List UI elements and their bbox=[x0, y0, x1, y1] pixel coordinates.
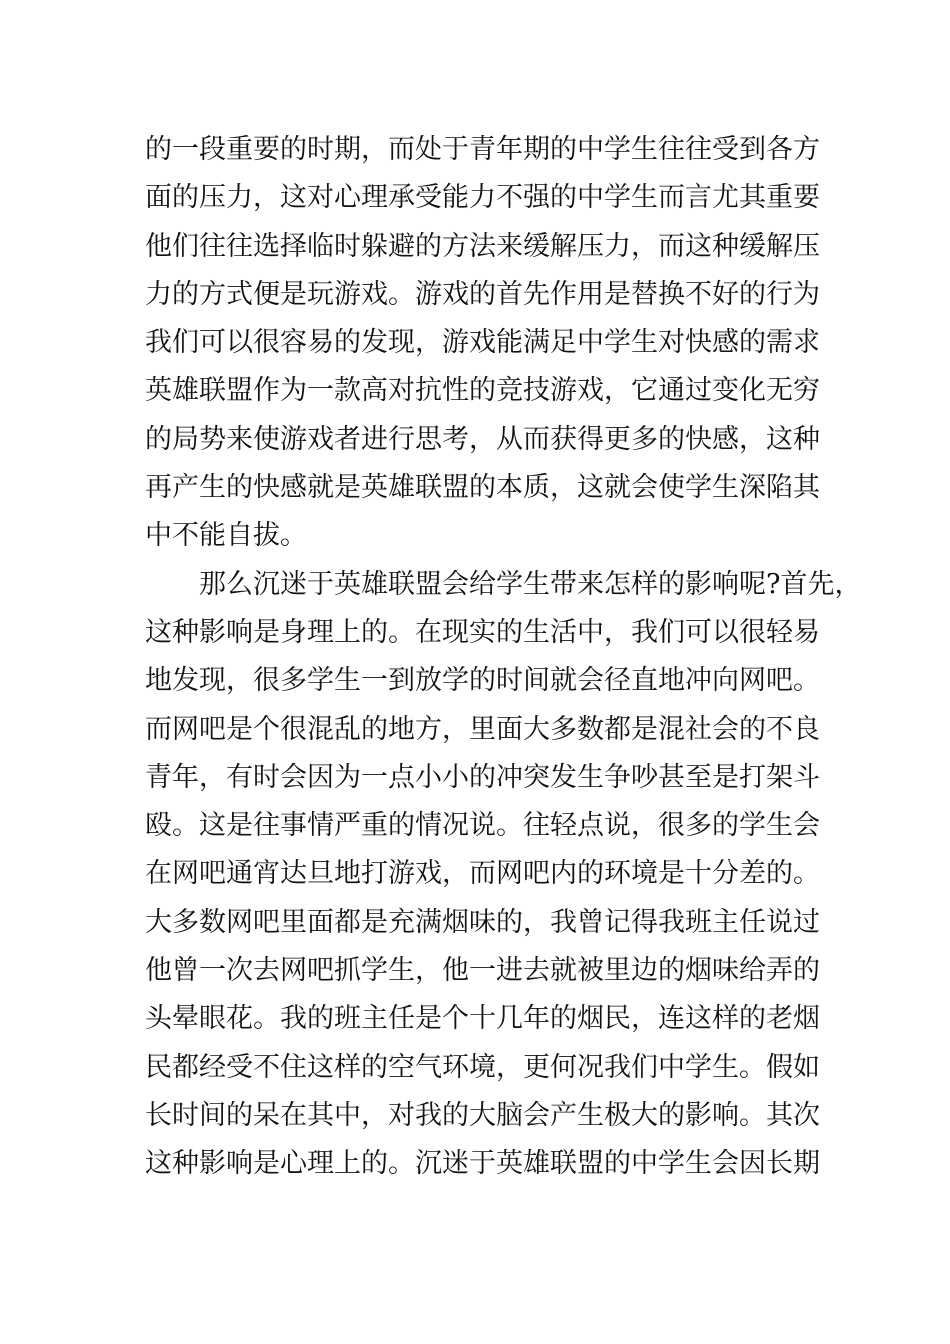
text-line: 我们可以很容易的发现，游戏能满足中学生对快感的需求 bbox=[145, 327, 820, 359]
text-line: 在网吧通宵达旦地打游戏，而网吧内的环境是十分差的。 bbox=[145, 858, 820, 890]
text-line: 民都经受不住这样的空气环境，更何况我们中学生。假如 bbox=[145, 1051, 820, 1083]
text-line: 长时间的呆在其中，对我的大脑会产生极大的影响。其次 bbox=[145, 1099, 820, 1131]
text-line: 头晕眼花。我的班主任是个十几年的烟民，连这样的老烟 bbox=[145, 1003, 820, 1035]
paragraph-1 bbox=[145, 126, 820, 561]
text-line: 面的压力，这对心理承受能力不强的中学生而言尤其重要 bbox=[145, 182, 820, 214]
text-line: 殴。这是往事情严重的情况说。往轻点说，很多的学生会 bbox=[145, 810, 820, 842]
paragraph-2 bbox=[145, 561, 862, 1189]
text-line: 的局势来使游戏者进行思考，从而获得更多的快感，这种 bbox=[145, 423, 820, 455]
text-line: 他曾一次去网吧抓学生，他一进去就被里边的烟味给弄的 bbox=[145, 955, 820, 987]
text-line: 地发现，很多学生一到放学的时间就会径直地冲向网吧。 bbox=[145, 665, 820, 697]
body-text bbox=[145, 126, 862, 1189]
text-line: 英雄联盟作为一款高对抗性的竞技游戏，它通过变化无穷 bbox=[145, 375, 820, 407]
text-line: 而网吧是个很混乱的地方，里面大多数都是混社会的不良 bbox=[145, 713, 820, 745]
text-line: 这种影响是心理上的。沉迷于英雄联盟的中学生会因长期 bbox=[145, 1148, 820, 1180]
text-line: 这种影响是身理上的。在现实的生活中，我们可以很轻易 bbox=[145, 616, 820, 648]
text-line: 的一段重要的时期，而处于青年期的中学生往往受到各方 bbox=[145, 134, 820, 165]
text-line: 大多数网吧里面都是充满烟味的，我曾记得我班主任说过 bbox=[145, 906, 820, 938]
text-line: 他们往往选择临时躲避的方法来缓解压力，而这种缓解压 bbox=[145, 230, 820, 262]
text-line: 力的方式便是玩游戏。游戏的首先作用是替换不好的行为 bbox=[145, 278, 820, 310]
text-line: 中不能自拔。 bbox=[145, 520, 307, 552]
text-line: 那么沉迷于英雄联盟会给学生带来怎样的影响呢?首先， bbox=[199, 568, 862, 600]
text-line: 青年，有时会因为一点小小的冲突发生争吵甚至是打架斗 bbox=[145, 761, 820, 793]
text-line: 再产生的快感就是英雄联盟的本质，这就会使学生深陷其 bbox=[145, 472, 820, 504]
